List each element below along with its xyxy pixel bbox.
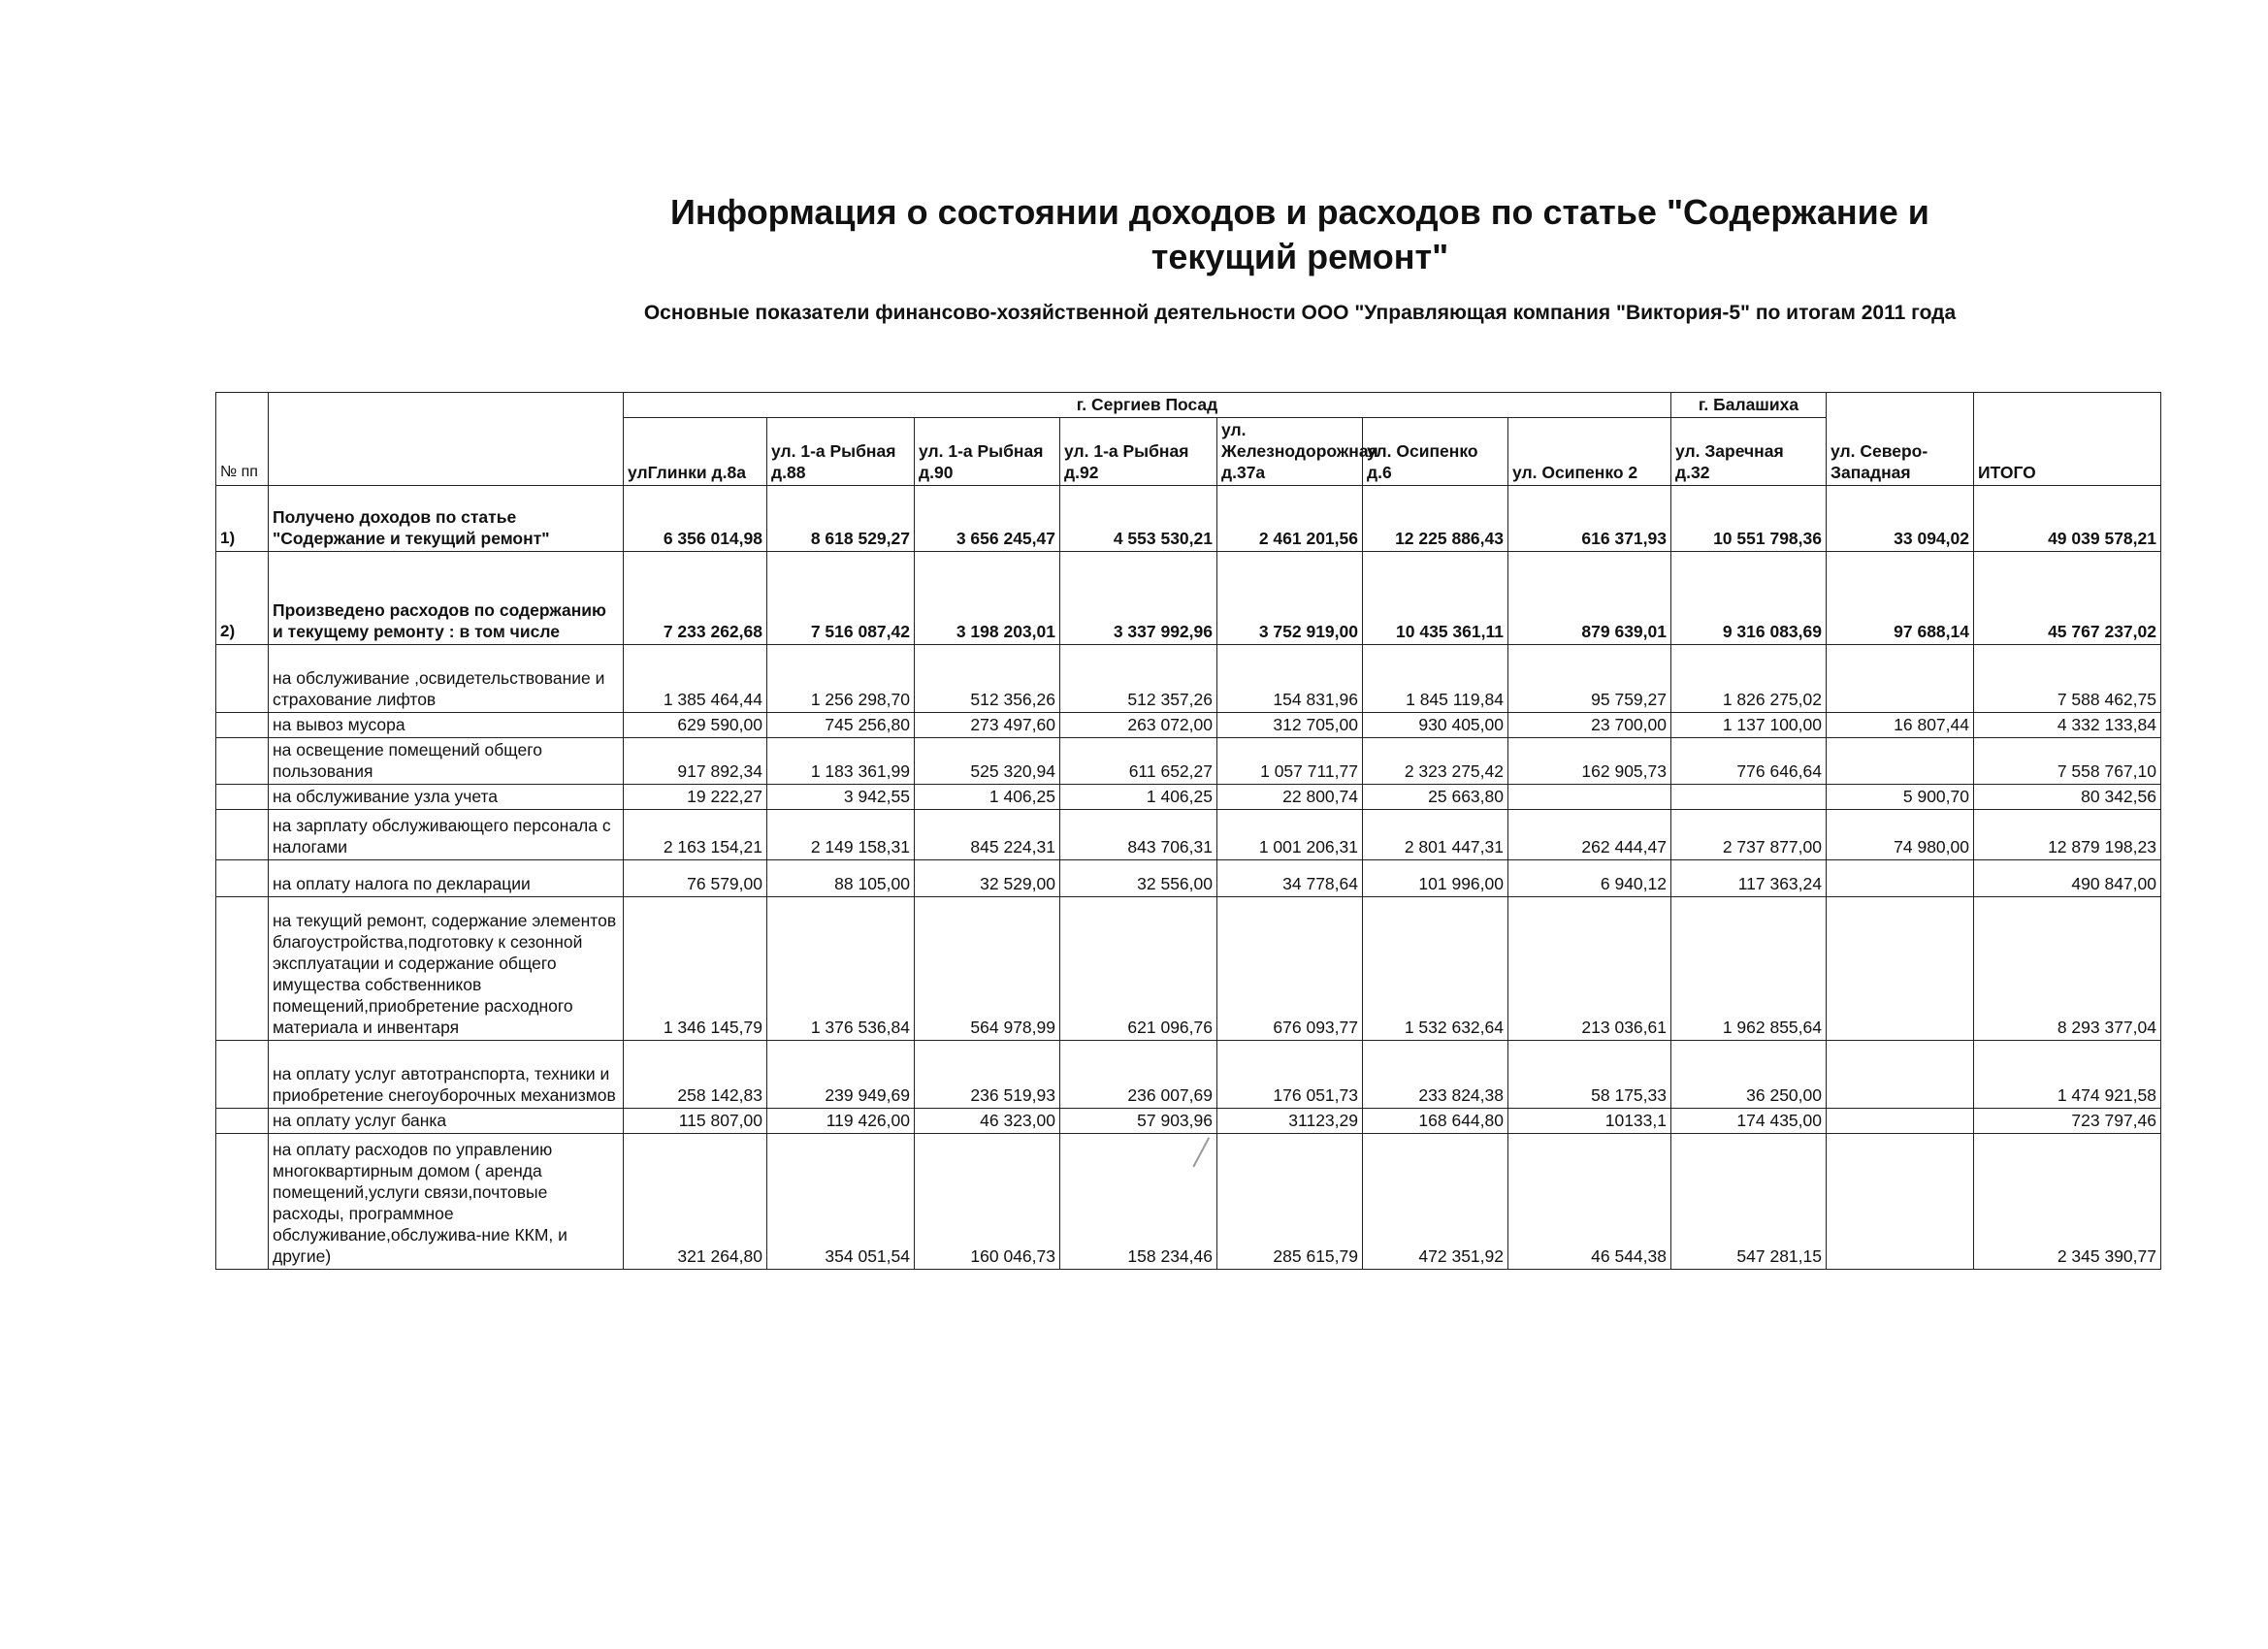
header-group-sergiev: г. Сергиев Посад <box>624 393 1671 418</box>
page-title: Информация о состоянии доходов и расходов по статье "Содержание и текущий ремонт" <box>670 192 1929 276</box>
row-value: 34 778,64 <box>1217 860 1363 897</box>
row-value <box>1671 785 1827 810</box>
table-row <box>216 486 2161 552</box>
row-value: 3 752 919,00 <box>1217 552 1363 645</box>
row-value: 845 224,31 <box>915 810 1060 860</box>
row-value: 354 051,54 <box>767 1134 915 1270</box>
row-value: 97 688,14 <box>1827 552 1974 645</box>
row-value: 930 405,00 <box>1363 713 1508 738</box>
row-value: 2 801 447,31 <box>1363 810 1508 860</box>
row-value: 723 797,46 <box>1974 1109 2161 1134</box>
row-value: 12 879 198,23 <box>1974 810 2161 860</box>
row-value: 31123,29 <box>1217 1109 1363 1134</box>
row-label: на вывоз мусора <box>269 713 624 738</box>
row-value: 80 342,56 <box>1974 785 2161 810</box>
row-label: на зарплату обслуживающего персонала с налогами <box>269 810 624 860</box>
row-value: 236 519,93 <box>915 1041 1060 1109</box>
row-value: 45 767 237,02 <box>1974 552 2161 645</box>
row-label: на оплату услуг банка <box>269 1109 624 1134</box>
header-col-7: ул. Осипенко 2 <box>1508 418 1671 486</box>
row-value: 472 351,92 <box>1363 1134 1508 1270</box>
row-value: 564 978,99 <box>915 897 1060 1041</box>
row-value: 1 962 855,64 <box>1671 897 1827 1041</box>
row-value: 512 357,26 <box>1060 645 1217 713</box>
row-value: 22 800,74 <box>1217 785 1363 810</box>
row-value: 158 234,46 <box>1060 1134 1217 1270</box>
header-col-10: ИТОГО <box>1974 393 2161 486</box>
header-col-2: ул. 1-а Рыбная д.88 <box>767 418 915 486</box>
row-value: 1 346 145,79 <box>624 897 767 1041</box>
row-value: 6 940,12 <box>1508 860 1671 897</box>
row-value: 1 137 100,00 <box>1671 713 1827 738</box>
row-value: 843 706,31 <box>1060 810 1217 860</box>
row-value: 2 323 275,42 <box>1363 738 1508 785</box>
row-value: 263 072,00 <box>1060 713 1217 738</box>
row-value: 2 461 201,56 <box>1217 486 1363 552</box>
row-number <box>216 785 269 810</box>
row-value: 95 759,27 <box>1508 645 1671 713</box>
row-value: 46 323,00 <box>915 1109 1060 1134</box>
row-label: на текущий ремонт, содержание элементов благоустройства,подготовку к сезонной эксплуатации и содержание общего имущества собственников помещений,приобретение расходного материала и инвентаря <box>269 897 624 1041</box>
row-label: Получено доходов по статье "Содержание и текущий ремонт" <box>269 486 624 552</box>
table-row <box>216 785 2161 810</box>
row-label: на оплату услуг автотранспорта, техники и приобретение снегоуборочных механизмов <box>269 1041 624 1109</box>
row-value: 6 356 014,98 <box>624 486 767 552</box>
header-col-6: ул. Осипенко д.6 <box>1363 418 1508 486</box>
row-value: 490 847,00 <box>1974 860 2161 897</box>
finance-table <box>215 392 2161 1270</box>
row-label: на обслуживание ,освидетельствование и страхование лифтов <box>269 645 624 713</box>
row-value <box>1827 1134 1974 1270</box>
row-number: 1) <box>216 486 269 552</box>
row-value: 7 558 767,10 <box>1974 738 2161 785</box>
row-value: 36 250,00 <box>1671 1041 1827 1109</box>
row-value: 8 293 377,04 <box>1974 897 2161 1041</box>
table-row <box>216 1134 2161 1270</box>
row-label: Произведено расходов по содержанию и текущему ремонту : в том числе <box>269 552 624 645</box>
row-value: 1 057 711,77 <box>1217 738 1363 785</box>
table-row <box>216 645 2161 713</box>
row-value: 7 588 462,75 <box>1974 645 2161 713</box>
row-value: 1 474 921,58 <box>1974 1041 2161 1109</box>
header-no: № пп <box>216 393 269 486</box>
row-number <box>216 810 269 860</box>
row-value: 46 544,38 <box>1508 1134 1671 1270</box>
row-value: 616 371,93 <box>1508 486 1671 552</box>
row-value: 8 618 529,27 <box>767 486 915 552</box>
row-value: 154 831,96 <box>1217 645 1363 713</box>
row-value: 547 281,15 <box>1671 1134 1827 1270</box>
row-value: 49 039 578,21 <box>1974 486 2161 552</box>
row-value: 233 824,38 <box>1363 1041 1508 1109</box>
row-value: 3 337 992,96 <box>1060 552 1217 645</box>
row-value: 32 556,00 <box>1060 860 1217 897</box>
row-value <box>1827 860 1974 897</box>
row-value <box>1827 1109 1974 1134</box>
row-value: 176 051,73 <box>1217 1041 1363 1109</box>
row-value: 321 264,80 <box>624 1134 767 1270</box>
row-value <box>1508 785 1671 810</box>
row-value: 74 980,00 <box>1827 810 1974 860</box>
row-value: 115 807,00 <box>624 1109 767 1134</box>
row-label: на освещение помещений общего пользования <box>269 738 624 785</box>
header-col-4: ул. 1-а Рыбная д.92 <box>1060 418 1217 486</box>
row-value: 621 096,76 <box>1060 897 1217 1041</box>
table-row <box>216 713 2161 738</box>
row-value: 174 435,00 <box>1671 1109 1827 1134</box>
row-value: 213 036,61 <box>1508 897 1671 1041</box>
row-value: 2 345 390,77 <box>1974 1134 2161 1270</box>
row-value: 236 007,69 <box>1060 1041 1217 1109</box>
header-group-balashikha: г. Балашиха <box>1671 393 1827 418</box>
row-value <box>1827 897 1974 1041</box>
row-value: 7 233 262,68 <box>624 552 767 645</box>
row-value: 312 705,00 <box>1217 713 1363 738</box>
page-subtitle: Основные показатели финансово-хозяйственной деятельности ООО "Управляющая компания "Виктория-5" по итогам 2011 года <box>643 302 1957 324</box>
row-value: 4 553 530,21 <box>1060 486 1217 552</box>
row-value: 76 579,00 <box>624 860 767 897</box>
row-number <box>216 860 269 897</box>
row-value: 776 646,64 <box>1671 738 1827 785</box>
row-value: 32 529,00 <box>915 860 1060 897</box>
row-value: 33 094,02 <box>1827 486 1974 552</box>
row-value: 1 256 298,70 <box>767 645 915 713</box>
row-number <box>216 1041 269 1109</box>
row-value: 2 737 877,00 <box>1671 810 1827 860</box>
row-value: 258 142,83 <box>624 1041 767 1109</box>
header-col-3: ул. 1-а Рыбная д.90 <box>915 418 1060 486</box>
table-row <box>216 1109 2161 1134</box>
row-value: 1 532 632,64 <box>1363 897 1508 1041</box>
row-label: на оплату налога по декларации <box>269 860 624 897</box>
header-label <box>269 393 624 486</box>
row-value: 525 320,94 <box>915 738 1060 785</box>
table-body <box>216 486 2161 1270</box>
row-value: 168 644,80 <box>1363 1109 1508 1134</box>
row-value: 16 807,44 <box>1827 713 1974 738</box>
row-value: 12 225 886,43 <box>1363 486 1508 552</box>
table-row <box>216 897 2161 1041</box>
table-row <box>216 860 2161 897</box>
row-value: 10 435 361,11 <box>1363 552 1508 645</box>
row-value: 101 996,00 <box>1363 860 1508 897</box>
row-value: 1 001 206,31 <box>1217 810 1363 860</box>
table-row <box>216 552 2161 645</box>
row-value: 25 663,80 <box>1363 785 1508 810</box>
row-value: 1 845 119,84 <box>1363 645 1508 713</box>
row-value: 676 093,77 <box>1217 897 1363 1041</box>
row-value: 1 183 361,99 <box>767 738 915 785</box>
row-number <box>216 713 269 738</box>
row-value: 162 905,73 <box>1508 738 1671 785</box>
row-number <box>216 738 269 785</box>
row-value: 1 406,25 <box>1060 785 1217 810</box>
row-value: 273 497,60 <box>915 713 1060 738</box>
table-row <box>216 810 2161 860</box>
row-value: 23 700,00 <box>1508 713 1671 738</box>
header-col-9: ул. Северо-Западная <box>1827 393 1974 486</box>
row-value: 285 615,79 <box>1217 1134 1363 1270</box>
row-value: 119 426,00 <box>767 1109 915 1134</box>
row-value: 5 900,70 <box>1827 785 1974 810</box>
row-value <box>1827 1041 1974 1109</box>
table-row <box>216 738 2161 785</box>
row-value: 19 222,27 <box>624 785 767 810</box>
row-value: 611 652,27 <box>1060 738 1217 785</box>
row-value: 10133,1 <box>1508 1109 1671 1134</box>
row-value: 629 590,00 <box>624 713 767 738</box>
row-value: 3 656 245,47 <box>915 486 1060 552</box>
header-col-8: ул. Заречная д.32 <box>1671 418 1827 486</box>
table-row <box>216 1041 2161 1109</box>
row-value: 1 385 464,44 <box>624 645 767 713</box>
row-value: 1 826 275,02 <box>1671 645 1827 713</box>
row-value: 262 444,47 <box>1508 810 1671 860</box>
row-number <box>216 1109 269 1134</box>
row-label: на оплату расходов по управлению многоквартирным домом ( аренда помещений,услуги связи,почтовые расходы, программное обслуживание,обслужива-ние ККМ, и другие) <box>269 1134 624 1270</box>
row-value: 58 175,33 <box>1508 1041 1671 1109</box>
row-value: 917 892,34 <box>624 738 767 785</box>
row-value: 117 363,24 <box>1671 860 1827 897</box>
row-value: 2 149 158,31 <box>767 810 915 860</box>
row-value: 10 551 798,36 <box>1671 486 1827 552</box>
header-col-5: ул. Железнодорожная д.37а <box>1217 418 1363 486</box>
row-value: 2 163 154,21 <box>624 810 767 860</box>
row-number <box>216 645 269 713</box>
row-value: 3 198 203,01 <box>915 552 1060 645</box>
row-value: 3 942,55 <box>767 785 915 810</box>
row-number <box>216 897 269 1041</box>
row-value: 1 406,25 <box>915 785 1060 810</box>
row-value: 1 376 536,84 <box>767 897 915 1041</box>
row-value: 239 949,69 <box>767 1041 915 1109</box>
row-value: 88 105,00 <box>767 860 915 897</box>
row-value: 7 516 087,42 <box>767 552 915 645</box>
row-value: 4 332 133,84 <box>1974 713 2161 738</box>
row-value <box>1827 738 1974 785</box>
row-value: 160 046,73 <box>915 1134 1060 1270</box>
row-value: 745 256,80 <box>767 713 915 738</box>
row-label: на обслуживание узла учета <box>269 785 624 810</box>
row-value <box>1827 645 1974 713</box>
row-number: 2) <box>216 552 269 645</box>
header-col-1: улГлинки д.8а <box>624 418 767 486</box>
row-value: 879 639,01 <box>1508 552 1671 645</box>
row-value: 512 356,26 <box>915 645 1060 713</box>
row-value: 9 316 083,69 <box>1671 552 1827 645</box>
row-value: 57 903,96 <box>1060 1109 1217 1134</box>
row-number <box>216 1134 269 1270</box>
